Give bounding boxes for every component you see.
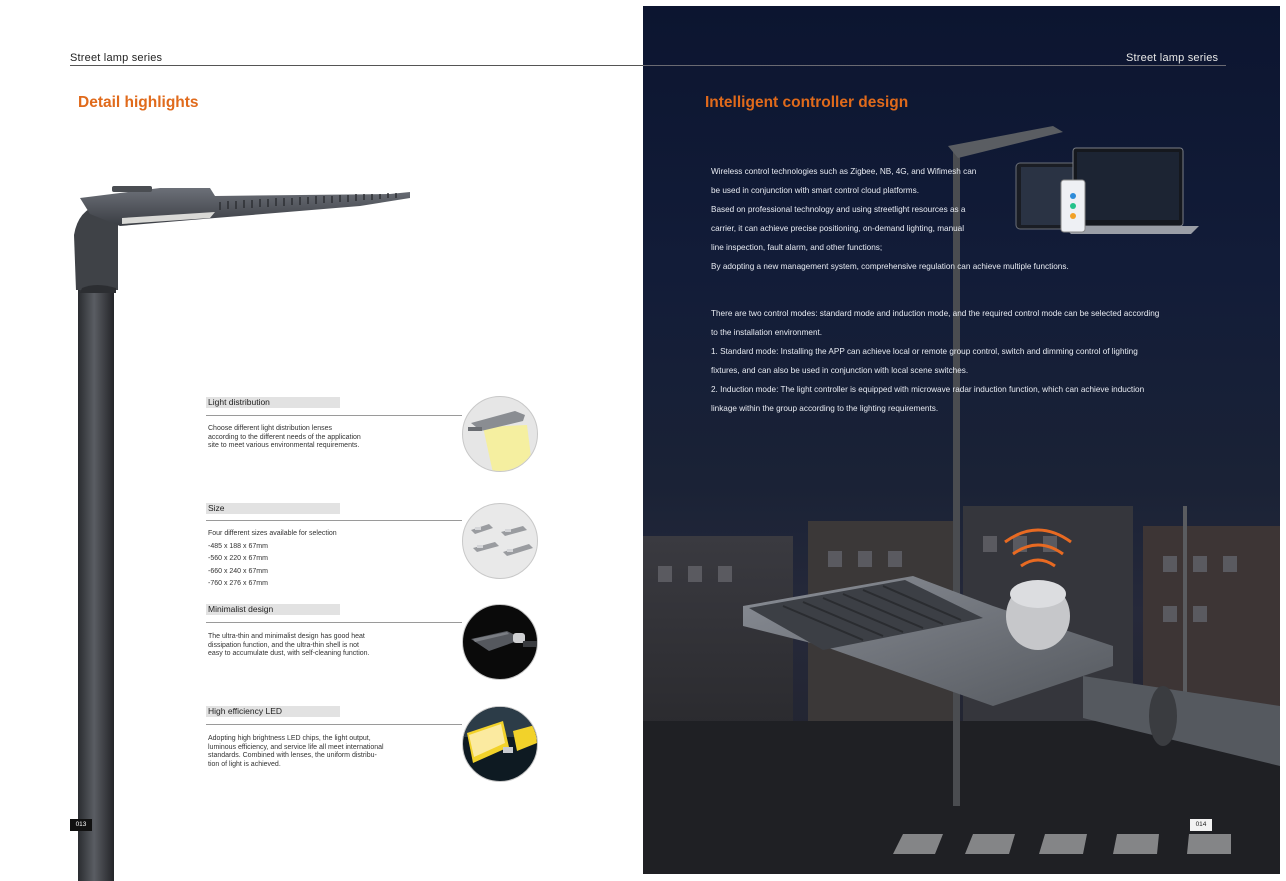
size-option: -485 x 188 x 67mm xyxy=(208,542,268,550)
paragraph-line: 1. Standard mode: Installing the APP can achieve local or remote group control, switch and dimming control of lighting xyxy=(711,347,1138,356)
feature-description-minimalist-design xyxy=(208,633,418,659)
desc-line: dissipation function, and the ultra-thin shell is not xyxy=(208,641,359,649)
paragraph-line: to the installation environment. xyxy=(711,328,823,337)
feature-divider xyxy=(206,622,462,623)
right-page-title: Intelligent controller design xyxy=(705,94,909,111)
right-header: Street lamp series xyxy=(1126,52,1219,64)
left-header: Street lamp series xyxy=(70,52,163,64)
paragraph-line: 2. Induction mode: The light controller is equipped with microwave radar induction function, which can achieve induction xyxy=(711,385,1145,394)
paragraph-line: By adopting a new management system, comprehensive regulation can achieve multiple functions. xyxy=(711,262,1069,271)
size-option: -760 x 276 x 67mm xyxy=(208,580,268,587)
page-number-right: 014 xyxy=(1190,819,1212,831)
desc-line: The ultra-thin and minimalist design has good heat xyxy=(208,633,365,640)
feature-label-high-efficiency-led: High efficiency LED xyxy=(206,706,340,717)
page-number-left: 013 xyxy=(70,819,92,831)
paragraph-line: linkage within the group according to the lighting requirements. xyxy=(711,404,939,413)
right-header-rule xyxy=(643,65,1226,66)
paragraph-line: Wireless control technologies such as Zigbee, NB, 4G, and Wifimesh can xyxy=(711,167,977,176)
light-distribution-thumbnail xyxy=(462,396,538,472)
left-header-rule xyxy=(70,65,643,66)
paragraph-line: Based on professional technology and using streetlight resources as a xyxy=(711,205,966,214)
paragraph-line: fixtures, and can also be used in conjunction with local scene switches. xyxy=(711,366,969,375)
size-thumbnail xyxy=(462,503,538,579)
feature-description-high-efficiency-led xyxy=(208,735,418,769)
minimalist-design-thumbnail xyxy=(462,604,538,680)
desc-line: Four different sizes available for selection xyxy=(208,530,337,537)
feature-divider xyxy=(206,415,462,416)
right-page xyxy=(643,6,1280,874)
feature-label-minimalist-design: Minimalist design xyxy=(206,604,340,615)
feature-description-size xyxy=(208,528,418,591)
desc-line: site to meet various environmental requirements. xyxy=(208,442,360,450)
desc-line: easy to accumulate dust, with self-cleaning function. xyxy=(208,650,370,658)
desc-line: according to the different needs of the application xyxy=(208,433,361,441)
control-modes-paragraph xyxy=(711,304,1159,418)
size-option: -560 x 220 x 67mm xyxy=(208,555,268,562)
paragraph-line: line inspection, fault alarm, and other functions; xyxy=(711,243,883,252)
desc-line: Choose different light distribution lenses xyxy=(208,425,333,432)
left-page-title: Detail highlights xyxy=(78,94,199,111)
size-option: -660 x 240 x 67mm xyxy=(208,567,268,575)
night-street-scene xyxy=(643,6,1280,874)
intro-paragraph xyxy=(711,162,1069,276)
desc-line: Adopting high brightness LED chips, the light output, xyxy=(208,735,371,742)
feature-divider xyxy=(206,724,462,725)
desc-line: standards. Combined with lenses, the uniform distribu- xyxy=(208,752,377,760)
desc-line: luminous efficiency, and service life all meet international xyxy=(208,743,384,751)
led-chip-thumbnail xyxy=(462,706,538,782)
paragraph-line: carrier, it can achieve precise positioning, on-demand lighting, manual xyxy=(711,224,965,233)
feature-label-size: Size xyxy=(206,503,340,514)
feature-description-light-distribution xyxy=(208,425,418,451)
paragraph-line: be used in conjunction with smart control cloud platforms. xyxy=(711,186,919,195)
feature-divider xyxy=(206,520,462,521)
feature-label-light-distribution: Light distribution xyxy=(206,397,340,408)
desc-line: tion of light is achieved. xyxy=(208,760,281,768)
paragraph-line: There are two control modes: standard mode and induction mode, and the required control mode can be selected according xyxy=(711,309,1160,318)
